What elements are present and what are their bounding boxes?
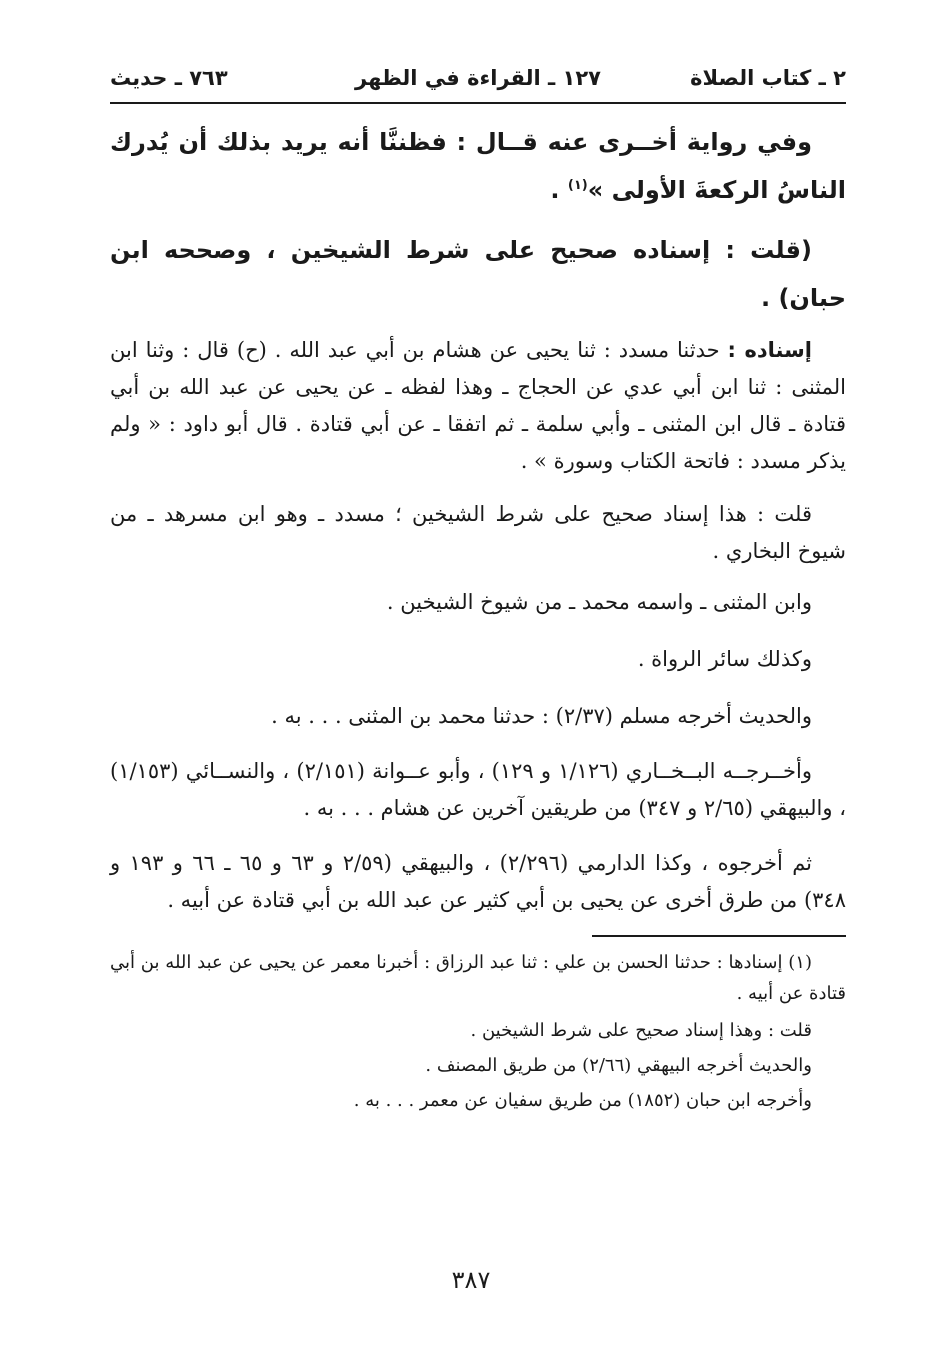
running-header (110, 60, 846, 100)
header-chapter-title: ١٢٧ ـ القراءة في الظهر (355, 66, 601, 90)
isnad-paragraph (110, 332, 846, 480)
page-number: ٣٨٧ (451, 1266, 491, 1294)
footnote-line: والحديث أخرجه البيهقي (٢/٦٦) من طريق المصنف . (425, 1055, 812, 1076)
header-divider (110, 102, 846, 104)
isnad-label: إسناده : (727, 338, 812, 362)
commentary-paragraph: وكذلك سائر الرواة . (637, 647, 812, 671)
takhrij-paragraph: والحديث أخرجه مسلم (٢/٣٧) : حدثنا محمد بن المثنى . . . به . (271, 704, 812, 728)
takhrij-paragraph: ثم أخرجوه ، وكذا الدارمي (٢/٢٩٦) ، والبيهقي (٢/٥٩ و ٦٣ و ٦٥ ـ ٦٦ و ١٩٣ و ٣٤٨) من طرق أخرى عن يحيى بن أبي كثير عن عبد الله بن أبي قتادة عن أبيه . (110, 851, 846, 912)
footnote-line: قلت : وهذا إسناد صحيح على شرط الشيخين . (470, 1020, 812, 1041)
hadith-text-end: . (550, 176, 568, 204)
footnote-1: (١) إسنادها : حدثنا الحسن بن علي : ثنا عبد الرزاق : أخبرنا معمر عن يحيى عن عبد الله بن أبي قتادة عن أبيه . (110, 952, 846, 1004)
header-book-title: ٢ ـ كتاب الصلاة (690, 66, 846, 90)
commentary-paragraph: وابن المثنى ـ واسمه محمد ـ من شيوخ الشيخين . (386, 590, 812, 614)
isnad-text: حدثنا مسدد : ثنا يحيى عن هشام بن أبي عبد الله . (ح) قال : وثنا ابن المثنى : ثنا ابن أبي عدي عن الحجاج ـ وهذا لفظه ـ عن يحيى عن عبد الله بن أبي قتادة ـ قال ابن المثنى ـ وأبي سلمة ـ ثم اتفقا ـ عن أبي قتادة . قال أبو داود : « ولم يذكر مسدد : فاتحة الكتاب وسورة » . (110, 338, 846, 473)
header-hadith-number: ٧٦٣ ـ حديث (110, 66, 228, 90)
takhrij-paragraph: وأخــرجــه البــخــاري (١/١٢٦ و ١٢٩) ، وأبو عــوانة (٢/١٥١) ، والنســائي (١/١٥٣) ، والبيهقي (٢/٦٥ و ٣٤٧) من طريقين آخرين عن هشام . . . به . (110, 759, 846, 820)
commentary-paragraph: قلت : هذا إسناد صحيح على شرط الشيخين ؛ مسدد ـ وهو ابن مسرهد ـ من شيوخ البخاري . (110, 502, 846, 563)
hadith-text (110, 118, 846, 214)
grading-statement: (قلت : إسناده صحيح على شرط الشيخين ، وصححه ابن حبان) . (110, 236, 846, 312)
footnote-line: وأخرجه ابن حبان (١٨٥٢) من طريق سفيان عن معمر . . . به . (353, 1090, 812, 1111)
footnote-reference[interactable]: (١) (567, 178, 588, 193)
footnote-divider (592, 935, 846, 937)
hadith-text-body: وفي رواية أخــرى عنه قــال : فظننَّا أنه يريد بذلك أن يُدرك الناسُ الركعةَ الأولى » (110, 128, 846, 204)
main-text (110, 118, 846, 1116)
